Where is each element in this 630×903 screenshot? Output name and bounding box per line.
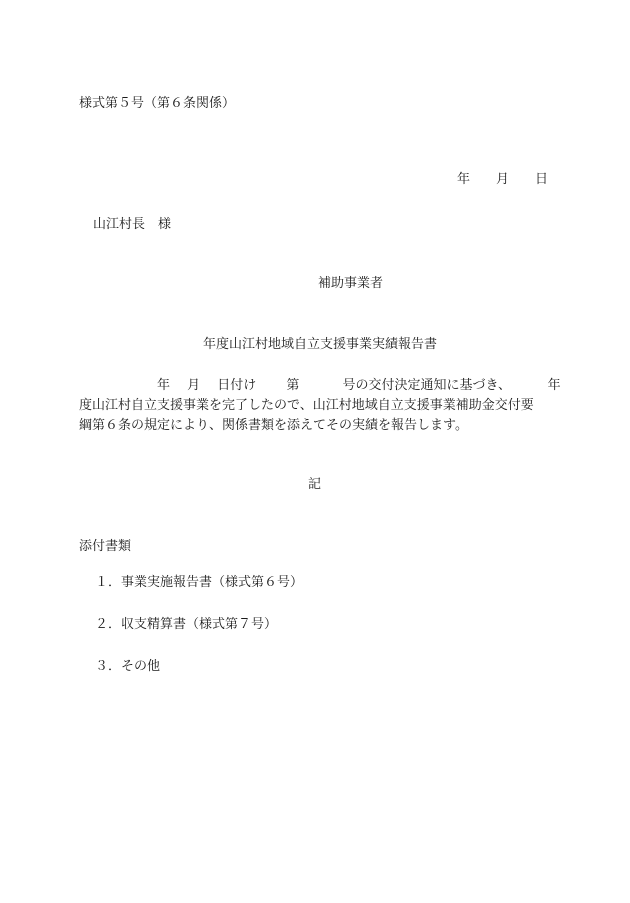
attachment-item: １．事業実施報告書（様式第６号） [95, 575, 304, 590]
ki-marker: 記 [308, 477, 322, 492]
body-line-1: 年 月 日付け 第 号の交付決定通知に基づき、 年 [79, 378, 561, 393]
attachment-item: ３．その他 [95, 659, 161, 674]
attachments-heading: 添付書類 [79, 539, 132, 554]
date-month-label: 月 [495, 172, 509, 187]
addressee: 山江村長 様 [93, 217, 172, 232]
document-title: 年度山江村地域自立支援事業実績報告書 [203, 337, 438, 352]
date-line [440, 156, 548, 204]
body-paragraph [79, 376, 561, 436]
date-year-label: 年 [456, 172, 470, 187]
date-day-label: 日 [534, 172, 548, 187]
body-line-2: 度山江村自立支援事業を完了したので、山江村地域自立支援事業補助金交付要 [79, 398, 534, 413]
applicant-label: 補助事業者 [318, 276, 384, 291]
body-line-3: 綱第６条の規定により、関係書類を添えてその実績を報告します。 [79, 418, 468, 433]
attachment-item: ２．収支精算書（様式第７号） [95, 617, 278, 632]
form-number: 様式第５号（第６条関係） [79, 96, 236, 111]
